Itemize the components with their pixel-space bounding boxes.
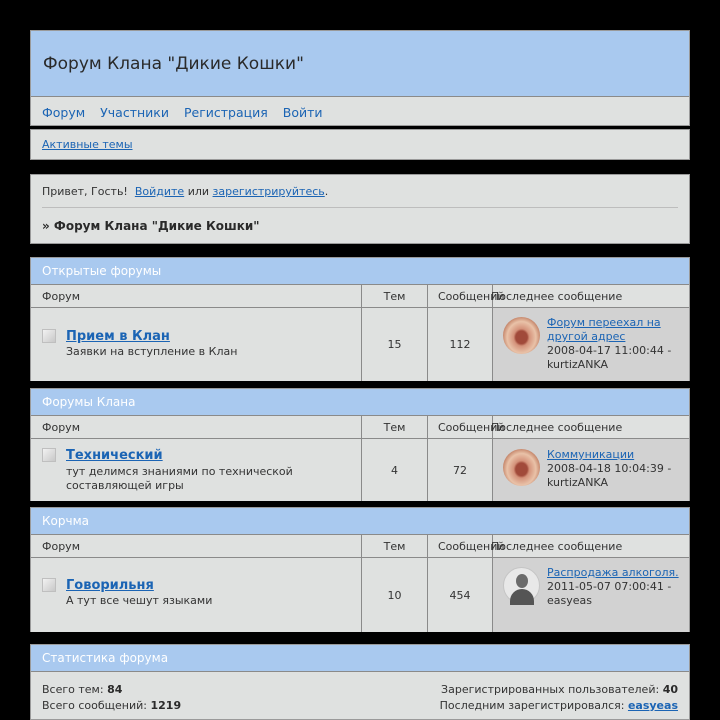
forum-stats — [30, 644, 690, 720]
forum-title: Форум Клана "Дикие Кошки" — [31, 31, 689, 97]
last-post-link[interactable]: Форум переехал на другой адрес — [547, 316, 661, 343]
col-topics: Тем — [362, 535, 428, 557]
col-last-post: Последнее сообщение — [491, 289, 623, 303]
stats-right — [440, 682, 678, 714]
breadcrumb: » Форум Клана "Дикие Кошки" — [42, 219, 260, 233]
or-text: или — [187, 185, 210, 198]
section-title: Корчма — [31, 508, 689, 535]
column-headers — [31, 535, 689, 558]
col-topics: Тем — [362, 285, 428, 307]
last-post-cell — [493, 308, 689, 381]
lips-avatar — [503, 449, 540, 486]
col-posts: Сообщений — [428, 416, 493, 438]
forum-row — [31, 308, 689, 381]
forum-section — [30, 388, 690, 501]
forum-description: тут делимся знаниями по технической составляющей игры — [66, 465, 293, 492]
last-post-user: easyeas — [547, 594, 592, 607]
col-posts: Сообщений — [428, 285, 493, 307]
last-post-date: 2008-04-17 11:00:44 - — [547, 344, 672, 357]
last-post-user: kurtizANKA — [547, 476, 608, 489]
login-link[interactable]: Войдите — [134, 185, 185, 198]
col-posts: Сообщений — [428, 535, 493, 557]
total-posts-value: 1219 — [150, 699, 182, 712]
topics-count: 15 — [362, 308, 428, 381]
col-forum: Форум — [31, 535, 362, 557]
topics-count: 4 — [362, 439, 428, 501]
column-headers — [31, 416, 689, 439]
forum-name-link[interactable]: Прием в Клан — [66, 329, 170, 344]
last-post-date: 2011-05-07 07:00:41 - — [547, 580, 672, 593]
register-link[interactable]: зарегистрируйтесь — [212, 185, 325, 198]
forum-name-link[interactable]: Говорильня — [66, 578, 154, 593]
lips-avatar — [503, 317, 540, 354]
registered-label: Зарегистрированных пользователей: — [441, 683, 660, 696]
welcome-box — [30, 174, 690, 244]
last-post-user: kurtizANKA — [547, 358, 608, 371]
section-title: Открытые форумы — [31, 258, 689, 285]
period-text: . — [324, 185, 329, 198]
forum-cell — [31, 558, 362, 632]
forum-status-icon — [42, 329, 56, 343]
nav-login[interactable]: Войти — [282, 105, 323, 120]
last-post-link[interactable]: Распродажа алкоголя. — [547, 566, 679, 579]
stats-title: Статистика форума — [31, 645, 689, 672]
greeting — [42, 185, 678, 208]
nav-register[interactable]: Регистрация — [183, 105, 268, 120]
forum-section — [30, 257, 690, 381]
last-post-date: 2008-04-18 10:04:39 - — [547, 462, 672, 475]
section-title: Форумы Клана — [31, 389, 689, 416]
total-topics-value: 84 — [107, 683, 123, 696]
column-headers — [31, 285, 689, 308]
forum-status-icon — [42, 578, 56, 592]
stats-left — [42, 682, 181, 714]
last-post-cell — [493, 558, 689, 632]
col-topics: Тем — [362, 416, 428, 438]
forum-description: А тут все чешут языками — [66, 594, 213, 607]
col-forum: Форум — [31, 416, 362, 438]
posts-count: 454 — [428, 558, 493, 632]
forum-header — [30, 30, 690, 126]
main-nav — [31, 97, 689, 128]
greeting-text: Привет, Гость! — [42, 185, 128, 198]
forum-status-icon — [42, 448, 56, 462]
forum-name-link[interactable]: Технический — [66, 448, 163, 463]
forum-description: Заявки на вступление в Клан — [66, 345, 238, 358]
posts-count: 112 — [428, 308, 493, 381]
total-topics-label: Всего тем: — [42, 683, 104, 696]
default-user-avatar-icon — [503, 567, 540, 604]
active-topics-bar — [30, 129, 690, 160]
last-post-cell — [493, 439, 689, 501]
nav-members[interactable]: Участники — [100, 105, 169, 120]
forum-row — [31, 439, 689, 501]
forum-section — [30, 507, 690, 632]
col-last-post: Последнее сообщение — [491, 420, 623, 434]
posts-count: 72 — [428, 439, 493, 501]
registered-value: 40 — [662, 683, 678, 696]
forum-row — [31, 558, 689, 632]
nav-forum[interactable]: Форум — [42, 105, 86, 120]
last-registered-label: Последним зарегистрировался: — [439, 699, 625, 712]
total-posts-label: Всего сообщений: — [42, 699, 147, 712]
col-forum: Форум — [31, 285, 362, 307]
last-post-link[interactable]: Коммуникации — [547, 448, 635, 461]
topics-count: 10 — [362, 558, 428, 632]
last-registered-user-link[interactable]: easyeas — [627, 699, 678, 712]
col-last-post: Последнее сообщение — [491, 539, 623, 553]
forum-cell — [31, 308, 362, 381]
active-topics-link[interactable]: Активные темы — [42, 138, 133, 151]
forum-cell — [31, 439, 362, 501]
